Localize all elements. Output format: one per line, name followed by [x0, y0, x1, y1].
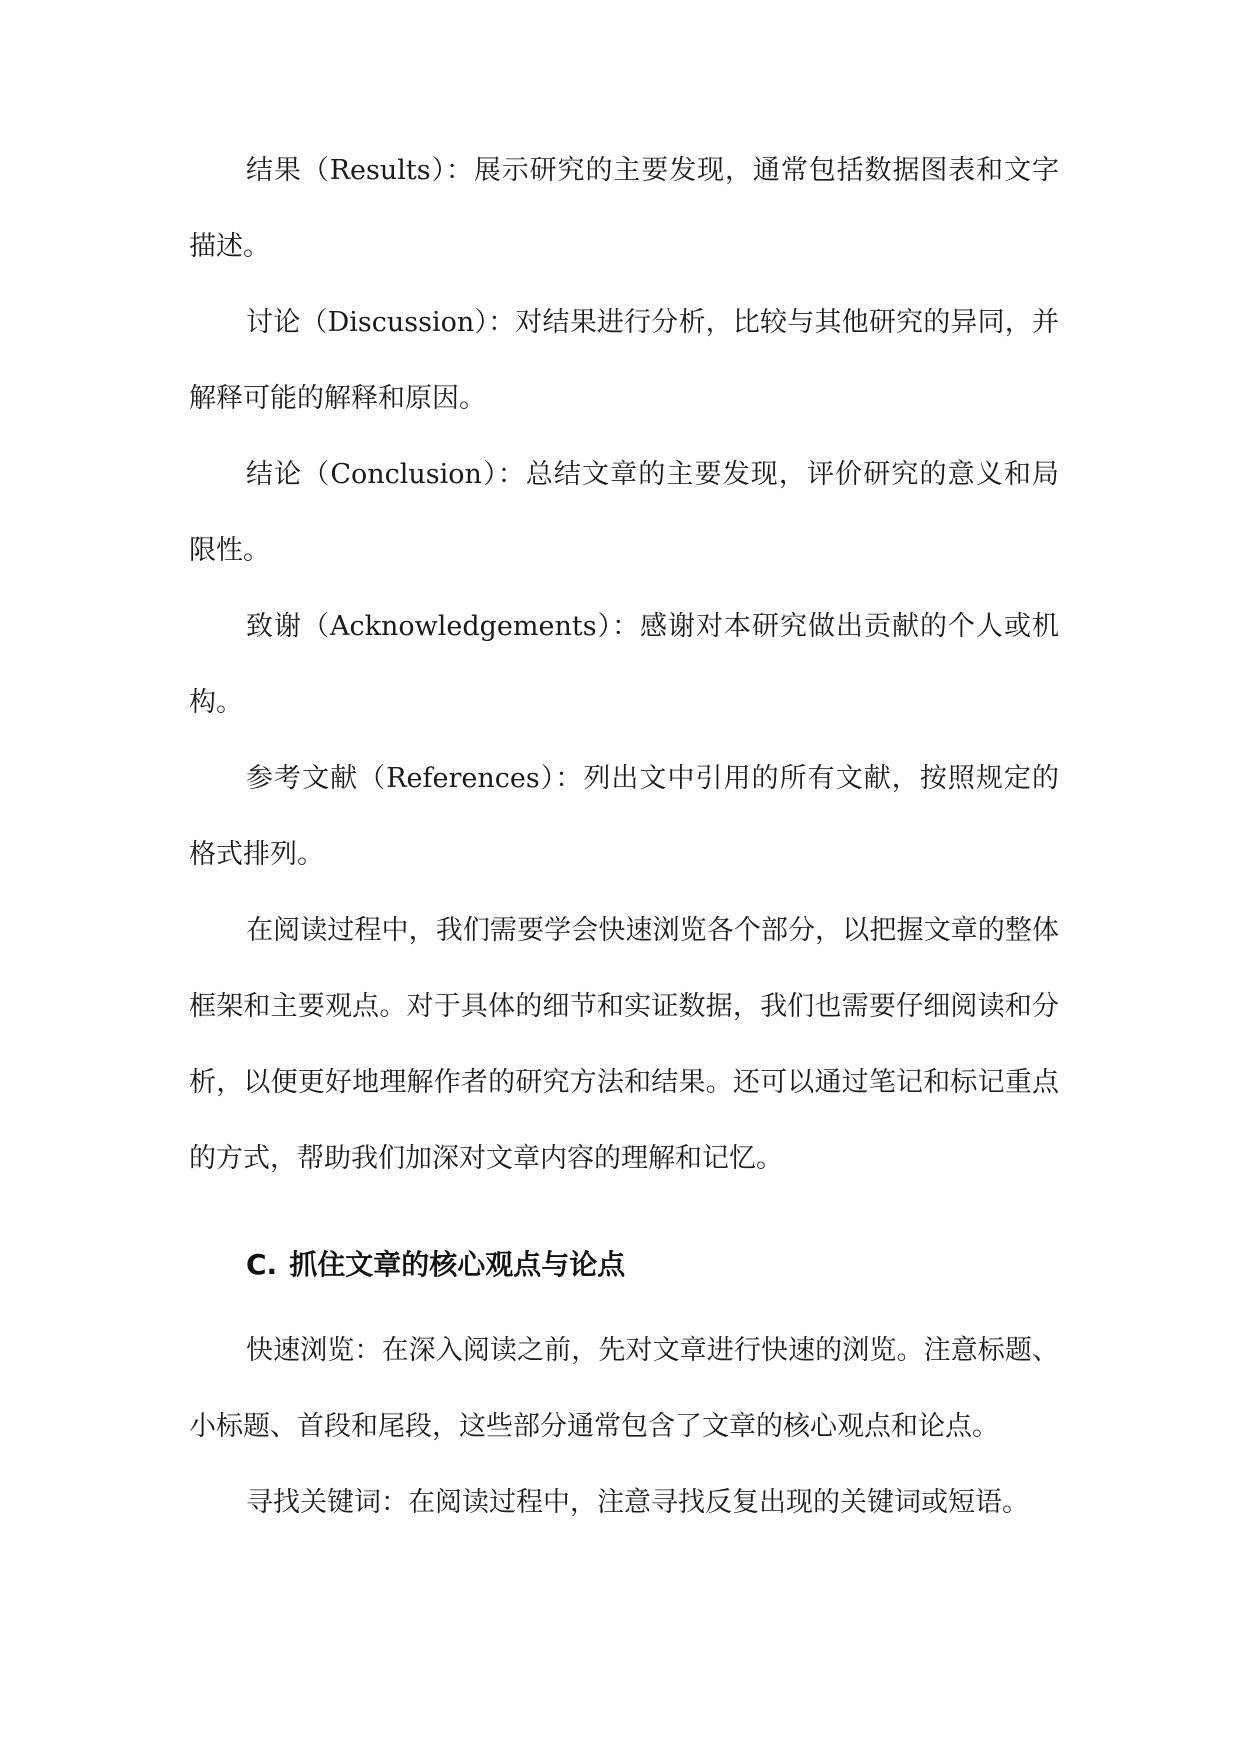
- paragraph-reading-process: 在阅读过程中，我们需要学会快速浏览各个部分，以把握文章的整体框架和主要观点。对于具体的细节和实证数据，我们也需要仔细阅读和分析，以便更好地理解作者的研究方法和结果。还可以通过笔记和标记重点的方式，帮助我们加深对文章内容的理解和记忆。: [189, 915, 1059, 1174]
- paragraph-acknowledgements: 致谢（Acknowledgements）：感谢对本研究做出贡献的个人或机构。: [189, 611, 1059, 718]
- section-label: C.: [246, 1248, 278, 1281]
- section-heading: [246, 1237, 625, 1293]
- paragraph-keywords: 寻找关键词：在阅读过程中，注意寻找反复出现的关键词或短语。: [246, 1487, 1029, 1518]
- paragraph-references: 参考文献（References）：列出文中引用的所有文献，按照规定的格式排列。: [189, 763, 1059, 870]
- section-title: 抓住文章的核心观点与论点: [289, 1248, 626, 1281]
- body-text-top: [189, 133, 1059, 1197]
- paragraph-conclusion: 结论（Conclusion）：总结文章的主要发现，评价研究的意义和局限性。: [189, 459, 1059, 566]
- body-text-bottom: [189, 1313, 1059, 1541]
- paragraph-results: 结果（Results）：展示研究的主要发现，通常包括数据图表和文字描述。: [189, 155, 1059, 262]
- paragraph-quick-browse: 快速浏览：在深入阅读之前，先对文章进行快速的浏览。注意标题、小标题、首段和尾段，这些部分通常包含了文章的核心观点和论点。: [189, 1335, 1059, 1442]
- paragraph-discussion: 讨论（Discussion）：对结果进行分析，比较与其他研究的异同，并解释可能的解释和原因。: [189, 307, 1059, 414]
